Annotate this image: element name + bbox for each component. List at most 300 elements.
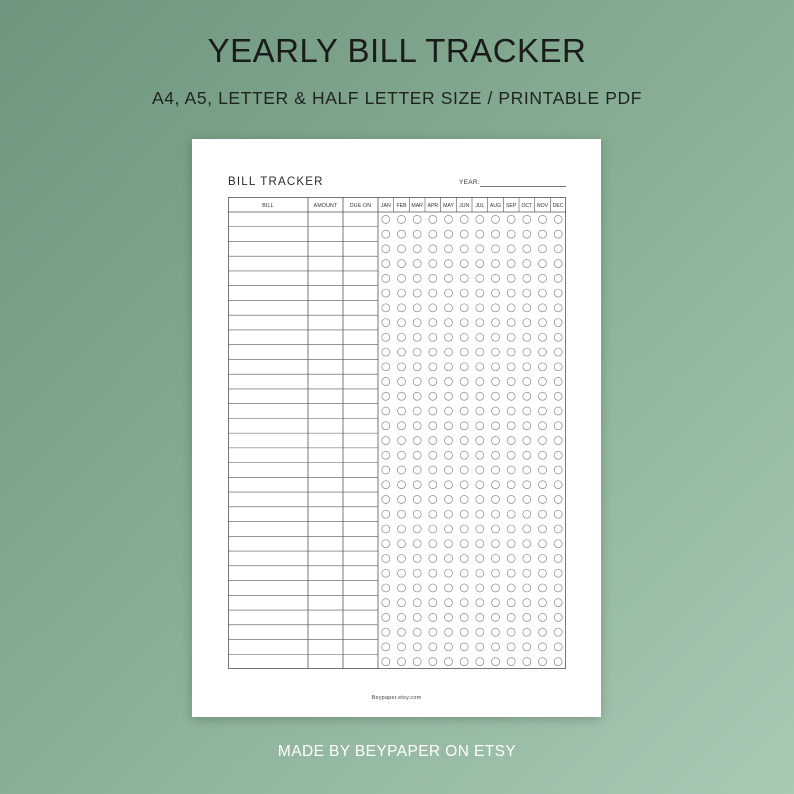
paid-checkbox-circle bbox=[460, 495, 468, 503]
paid-checkbox-circle bbox=[413, 348, 421, 356]
header-amount: AMOUNT bbox=[313, 203, 338, 209]
header-jan: JAN bbox=[380, 203, 391, 209]
paid-checkbox-circle bbox=[539, 304, 547, 312]
paid-checkbox-circle bbox=[445, 392, 453, 400]
paid-checkbox-circle bbox=[476, 495, 484, 503]
paid-checkbox-circle bbox=[507, 407, 515, 415]
paid-checkbox-circle bbox=[476, 333, 484, 341]
sheet-title: BILL TRACKER bbox=[228, 176, 324, 188]
paid-checkbox-circle bbox=[460, 569, 468, 577]
paid-checkbox-circle bbox=[492, 495, 500, 503]
paid-checkbox-circle bbox=[382, 658, 390, 666]
paid-checkbox-circle bbox=[507, 378, 515, 386]
paid-checkbox-circle bbox=[507, 658, 515, 666]
header-dec: DEC bbox=[552, 203, 564, 209]
paid-checkbox-circle bbox=[492, 540, 500, 548]
paid-checkbox-circle bbox=[523, 363, 531, 371]
paid-checkbox-circle bbox=[523, 540, 531, 548]
paid-checkbox-circle bbox=[476, 407, 484, 415]
paid-checkbox-circle bbox=[382, 274, 390, 282]
paid-checkbox-circle bbox=[429, 333, 437, 341]
paid-checkbox-circle bbox=[507, 525, 515, 533]
paid-checkbox-circle bbox=[539, 599, 547, 607]
paid-checkbox-circle bbox=[492, 333, 500, 341]
paid-checkbox-circle bbox=[523, 392, 531, 400]
paid-checkbox-circle bbox=[492, 481, 500, 489]
paid-checkbox-circle bbox=[554, 407, 562, 415]
paid-checkbox-circle bbox=[476, 304, 484, 312]
paid-checkbox-circle bbox=[554, 437, 562, 445]
paid-checkbox-circle bbox=[539, 333, 547, 341]
paid-checkbox-circle bbox=[429, 628, 437, 636]
paid-checkbox-circle bbox=[413, 274, 421, 282]
paid-checkbox-circle bbox=[413, 495, 421, 503]
paid-checkbox-circle bbox=[413, 245, 421, 253]
paid-checkbox-circle bbox=[507, 422, 515, 430]
paid-checkbox-circle bbox=[445, 525, 453, 533]
paid-checkbox-circle bbox=[492, 230, 500, 238]
paid-checkbox-circle bbox=[398, 525, 406, 533]
paid-checkbox-circle bbox=[382, 466, 390, 474]
paid-checkbox-circle bbox=[413, 613, 421, 621]
paid-checkbox-circle bbox=[492, 422, 500, 430]
paid-checkbox-circle bbox=[554, 230, 562, 238]
paid-checkbox-circle bbox=[476, 599, 484, 607]
paid-checkbox-circle bbox=[398, 392, 406, 400]
paid-checkbox-circle bbox=[523, 378, 531, 386]
header-due-on: DUE ON bbox=[349, 203, 372, 209]
paid-checkbox-circle bbox=[539, 407, 547, 415]
paid-checkbox-circle bbox=[382, 495, 390, 503]
paid-checkbox-circle bbox=[398, 245, 406, 253]
paid-checkbox-circle bbox=[413, 392, 421, 400]
paid-checkbox-circle bbox=[445, 628, 453, 636]
paid-checkbox-circle bbox=[398, 378, 406, 386]
paid-checkbox-circle bbox=[476, 215, 484, 223]
paid-checkbox-circle bbox=[429, 437, 437, 445]
paid-checkbox-circle bbox=[413, 333, 421, 341]
paid-checkbox-circle bbox=[445, 569, 453, 577]
header-mar: MAR bbox=[411, 203, 423, 209]
paid-checkbox-circle bbox=[398, 481, 406, 489]
paid-checkbox-circle bbox=[476, 319, 484, 327]
paid-checkbox-circle bbox=[554, 481, 562, 489]
paid-checkbox-circle bbox=[539, 525, 547, 533]
paid-checkbox-circle bbox=[460, 304, 468, 312]
paid-checkbox-circle bbox=[413, 260, 421, 268]
paid-checkbox-circle bbox=[554, 658, 562, 666]
paid-checkbox-circle bbox=[476, 613, 484, 621]
paid-checkbox-circle bbox=[413, 569, 421, 577]
tracker-grid bbox=[228, 197, 566, 669]
paid-checkbox-circle bbox=[523, 569, 531, 577]
paid-checkbox-circle bbox=[492, 245, 500, 253]
paid-checkbox-circle bbox=[413, 422, 421, 430]
paid-checkbox-circle bbox=[429, 215, 437, 223]
paid-checkbox-circle bbox=[492, 584, 500, 592]
paid-checkbox-circle bbox=[445, 643, 453, 651]
paid-checkbox-circle bbox=[382, 319, 390, 327]
paid-checkbox-circle bbox=[492, 289, 500, 297]
paid-checkbox-circle bbox=[429, 554, 437, 562]
paid-checkbox-circle bbox=[429, 245, 437, 253]
paid-checkbox-circle bbox=[539, 451, 547, 459]
paid-checkbox-circle bbox=[445, 407, 453, 415]
paid-checkbox-circle bbox=[445, 613, 453, 621]
paid-checkbox-circle bbox=[539, 392, 547, 400]
paid-checkbox-circle bbox=[476, 658, 484, 666]
paid-checkbox-circle bbox=[429, 658, 437, 666]
paid-checkbox-circle bbox=[413, 215, 421, 223]
paid-checkbox-circle bbox=[523, 274, 531, 282]
paid-checkbox-circle bbox=[523, 289, 531, 297]
header-apr: APR bbox=[427, 203, 439, 209]
paid-checkbox-circle bbox=[492, 451, 500, 459]
banner-subtitle: A4, A5, LETTER & HALF LETTER SIZE / PRINTABLE PDF bbox=[151, 88, 643, 108]
paid-checkbox-circle bbox=[554, 643, 562, 651]
paid-checkbox-circle bbox=[429, 569, 437, 577]
paid-checkbox-circle bbox=[429, 392, 437, 400]
paid-checkbox-circle bbox=[429, 289, 437, 297]
paid-checkbox-circle bbox=[554, 569, 562, 577]
paid-checkbox-circle bbox=[429, 643, 437, 651]
paid-checkbox-circle bbox=[554, 422, 562, 430]
paid-checkbox-circle bbox=[398, 510, 406, 518]
paid-checkbox-circle bbox=[507, 569, 515, 577]
paid-checkbox-circle bbox=[382, 215, 390, 223]
paid-checkbox-circle bbox=[429, 525, 437, 533]
paid-checkbox-circle bbox=[398, 613, 406, 621]
paid-checkbox-circle bbox=[554, 495, 562, 503]
paid-checkbox-circle bbox=[507, 392, 515, 400]
paid-checkbox-circle bbox=[429, 422, 437, 430]
paid-checkbox-circle bbox=[476, 230, 484, 238]
paid-checkbox-circle bbox=[413, 230, 421, 238]
paid-checkbox-circle bbox=[382, 481, 390, 489]
paid-checkbox-circle bbox=[523, 230, 531, 238]
paid-checkbox-circle bbox=[523, 510, 531, 518]
paid-checkbox-circle bbox=[539, 569, 547, 577]
paid-checkbox-circle bbox=[382, 363, 390, 371]
paid-checkbox-circle bbox=[413, 599, 421, 607]
paid-checkbox-circle bbox=[413, 466, 421, 474]
paid-checkbox-circle bbox=[429, 495, 437, 503]
paid-checkbox-circle bbox=[523, 643, 531, 651]
paid-checkbox-circle bbox=[413, 554, 421, 562]
paid-checkbox-circle bbox=[523, 628, 531, 636]
paid-checkbox-circle bbox=[492, 348, 500, 356]
paid-checkbox-circle bbox=[460, 466, 468, 474]
paid-checkbox-circle bbox=[539, 658, 547, 666]
paid-checkbox-circle bbox=[523, 466, 531, 474]
paid-checkbox-circle bbox=[554, 540, 562, 548]
paid-checkbox-circle bbox=[460, 348, 468, 356]
paid-checkbox-circle bbox=[398, 333, 406, 341]
paid-checkbox-circle bbox=[460, 658, 468, 666]
paid-checkbox-circle bbox=[492, 525, 500, 533]
header-nov: NOV bbox=[536, 203, 549, 209]
paid-checkbox-circle bbox=[460, 451, 468, 459]
paid-checkbox-circle bbox=[507, 215, 515, 223]
paid-checkbox-circle bbox=[554, 628, 562, 636]
paid-checkbox-circle bbox=[460, 525, 468, 533]
paid-checkbox-circle bbox=[523, 260, 531, 268]
paid-checkbox-circle bbox=[413, 304, 421, 312]
year-label: YEAR: bbox=[459, 179, 481, 186]
paid-checkbox-circle bbox=[554, 333, 562, 341]
paid-checkbox-circle bbox=[523, 584, 531, 592]
paid-checkbox-circle bbox=[523, 304, 531, 312]
paid-checkbox-circle bbox=[492, 407, 500, 415]
paid-checkbox-circle bbox=[382, 289, 390, 297]
paid-checkbox-circle bbox=[539, 289, 547, 297]
paid-checkbox-circle bbox=[445, 333, 453, 341]
paid-checkbox-circle bbox=[476, 260, 484, 268]
paid-checkbox-circle bbox=[445, 554, 453, 562]
paid-checkbox-circle bbox=[507, 319, 515, 327]
paid-checkbox-circle bbox=[445, 510, 453, 518]
paid-checkbox-circle bbox=[460, 230, 468, 238]
paid-checkbox-circle bbox=[413, 451, 421, 459]
paid-checkbox-circle bbox=[554, 260, 562, 268]
paid-checkbox-circle bbox=[492, 215, 500, 223]
paid-checkbox-circle bbox=[554, 510, 562, 518]
paid-checkbox-circle bbox=[554, 451, 562, 459]
paid-checkbox-circle bbox=[476, 245, 484, 253]
paid-checkbox-circle bbox=[429, 319, 437, 327]
paid-checkbox-circle bbox=[539, 540, 547, 548]
paid-checkbox-circle bbox=[507, 348, 515, 356]
paid-checkbox-circle bbox=[429, 584, 437, 592]
paid-checkbox-circle bbox=[507, 540, 515, 548]
paid-checkbox-circle bbox=[476, 466, 484, 474]
paid-checkbox-circle bbox=[398, 599, 406, 607]
paid-checkbox-circle bbox=[539, 378, 547, 386]
paid-checkbox-circle bbox=[460, 274, 468, 282]
paid-checkbox-circle bbox=[492, 319, 500, 327]
paid-checkbox-circle bbox=[445, 363, 453, 371]
paid-checkbox-circle bbox=[429, 230, 437, 238]
paid-checkbox-circle bbox=[460, 319, 468, 327]
paid-checkbox-circle bbox=[398, 569, 406, 577]
paid-checkbox-circle bbox=[523, 333, 531, 341]
paid-checkbox-circle bbox=[554, 392, 562, 400]
paid-checkbox-circle bbox=[382, 348, 390, 356]
paid-checkbox-circle bbox=[460, 437, 468, 445]
paid-checkbox-circle bbox=[413, 510, 421, 518]
paid-checkbox-circle bbox=[445, 466, 453, 474]
paid-checkbox-circle bbox=[523, 525, 531, 533]
paid-checkbox-circle bbox=[460, 628, 468, 636]
paid-checkbox-circle bbox=[382, 230, 390, 238]
paid-checkbox-circle bbox=[554, 554, 562, 562]
paid-checkbox-circle bbox=[460, 540, 468, 548]
paid-checkbox-circle bbox=[398, 495, 406, 503]
paid-checkbox-circle bbox=[460, 245, 468, 253]
paid-checkbox-circle bbox=[523, 437, 531, 445]
paid-checkbox-circle bbox=[382, 407, 390, 415]
paid-checkbox-circle bbox=[492, 378, 500, 386]
paid-checkbox-circle bbox=[445, 378, 453, 386]
paid-checkbox-circle bbox=[398, 554, 406, 562]
paid-checkbox-circle bbox=[507, 304, 515, 312]
paid-checkbox-circle bbox=[554, 466, 562, 474]
paid-checkbox-circle bbox=[554, 363, 562, 371]
paid-checkbox-circle bbox=[507, 510, 515, 518]
paid-checkbox-circle bbox=[492, 569, 500, 577]
header-feb: FEB bbox=[396, 203, 407, 209]
paid-checkbox-circle bbox=[523, 451, 531, 459]
paid-checkbox-circle bbox=[445, 304, 453, 312]
paid-checkbox-circle bbox=[507, 599, 515, 607]
paid-checkbox-circle bbox=[539, 274, 547, 282]
paid-checkbox-circle bbox=[413, 378, 421, 386]
paid-checkbox-circle bbox=[507, 628, 515, 636]
paid-checkbox-circle bbox=[507, 613, 515, 621]
paid-checkbox-circle bbox=[523, 554, 531, 562]
paid-checkbox-circle bbox=[554, 215, 562, 223]
paid-checkbox-circle bbox=[539, 584, 547, 592]
header-aug: AUG bbox=[489, 203, 502, 209]
paid-checkbox-circle bbox=[492, 260, 500, 268]
paid-checkbox-circle bbox=[413, 289, 421, 297]
paid-checkbox-circle bbox=[554, 289, 562, 297]
paid-checkbox-circle bbox=[445, 437, 453, 445]
paid-checkbox-circle bbox=[382, 554, 390, 562]
paid-checkbox-circle bbox=[413, 481, 421, 489]
paid-checkbox-circle bbox=[523, 319, 531, 327]
paid-checkbox-circle bbox=[398, 451, 406, 459]
paid-checkbox-circle bbox=[429, 481, 437, 489]
paid-checkbox-circle bbox=[413, 363, 421, 371]
paid-checkbox-circle bbox=[554, 245, 562, 253]
paid-checkbox-circle bbox=[382, 584, 390, 592]
paid-checkbox-circle bbox=[507, 230, 515, 238]
paid-checkbox-circle bbox=[429, 613, 437, 621]
paid-checkbox-circle bbox=[523, 422, 531, 430]
paid-checkbox-circle bbox=[554, 599, 562, 607]
paid-checkbox-circle bbox=[460, 407, 468, 415]
paid-checkbox-circle bbox=[507, 274, 515, 282]
paid-checkbox-circle bbox=[507, 289, 515, 297]
paid-checkbox-circle bbox=[460, 481, 468, 489]
paid-checkbox-circle bbox=[445, 260, 453, 268]
paid-checkbox-circle bbox=[429, 348, 437, 356]
paid-checkbox-circle bbox=[554, 304, 562, 312]
paid-checkbox-circle bbox=[429, 260, 437, 268]
paid-checkbox-circle bbox=[476, 422, 484, 430]
paid-checkbox-circle bbox=[507, 363, 515, 371]
paid-checkbox-circle bbox=[460, 613, 468, 621]
paid-checkbox-circle bbox=[445, 348, 453, 356]
paid-checkbox-circle bbox=[445, 481, 453, 489]
paid-checkbox-circle bbox=[460, 643, 468, 651]
paid-checkbox-circle bbox=[398, 584, 406, 592]
paid-checkbox-circle bbox=[413, 628, 421, 636]
paid-checkbox-circle bbox=[429, 378, 437, 386]
paid-checkbox-circle bbox=[492, 643, 500, 651]
paid-checkbox-circle bbox=[429, 540, 437, 548]
paid-checkbox-circle bbox=[398, 643, 406, 651]
paid-checkbox-circle bbox=[460, 392, 468, 400]
paid-checkbox-circle bbox=[476, 643, 484, 651]
header-bill: BILL bbox=[262, 203, 274, 209]
paid-checkbox-circle bbox=[413, 407, 421, 415]
paid-checkbox-circle bbox=[554, 319, 562, 327]
paid-checkbox-circle bbox=[398, 348, 406, 356]
paid-checkbox-circle bbox=[507, 495, 515, 503]
paid-checkbox-circle bbox=[413, 584, 421, 592]
paid-checkbox-circle bbox=[398, 437, 406, 445]
paid-checkbox-circle bbox=[523, 495, 531, 503]
paid-checkbox-circle bbox=[492, 304, 500, 312]
paid-checkbox-circle bbox=[476, 437, 484, 445]
paid-checkbox-circle bbox=[492, 274, 500, 282]
paid-checkbox-circle bbox=[539, 245, 547, 253]
paid-checkbox-circle bbox=[445, 451, 453, 459]
paid-checkbox-circle bbox=[539, 348, 547, 356]
paid-checkbox-circle bbox=[554, 274, 562, 282]
paid-checkbox-circle bbox=[460, 584, 468, 592]
paid-checkbox-circle bbox=[429, 451, 437, 459]
paid-checkbox-circle bbox=[382, 569, 390, 577]
paid-checkbox-circle bbox=[492, 437, 500, 445]
paid-checkbox-circle bbox=[382, 613, 390, 621]
paid-checkbox-circle bbox=[398, 274, 406, 282]
paid-checkbox-circle bbox=[476, 540, 484, 548]
banner-title: YEARLY BILL TRACKER bbox=[207, 32, 587, 69]
paid-checkbox-circle bbox=[398, 304, 406, 312]
paid-checkbox-circle bbox=[382, 437, 390, 445]
paid-checkbox-circle bbox=[523, 658, 531, 666]
paid-checkbox-circle bbox=[445, 584, 453, 592]
paid-checkbox-circle bbox=[382, 643, 390, 651]
paid-checkbox-circle bbox=[492, 613, 500, 621]
paid-checkbox-circle bbox=[398, 407, 406, 415]
paid-checkbox-circle bbox=[523, 245, 531, 253]
paid-checkbox-circle bbox=[539, 230, 547, 238]
header-jun: JUN bbox=[459, 203, 470, 209]
paid-checkbox-circle bbox=[507, 245, 515, 253]
paid-checkbox-circle bbox=[398, 540, 406, 548]
paid-checkbox-circle bbox=[507, 554, 515, 562]
paid-checkbox-circle bbox=[445, 599, 453, 607]
paid-checkbox-circle bbox=[539, 422, 547, 430]
paid-checkbox-circle bbox=[398, 215, 406, 223]
paid-checkbox-circle bbox=[382, 304, 390, 312]
paid-checkbox-circle bbox=[554, 525, 562, 533]
paid-checkbox-circle bbox=[460, 289, 468, 297]
paid-checkbox-circle bbox=[429, 304, 437, 312]
paid-checkbox-circle bbox=[492, 599, 500, 607]
paid-checkbox-circle bbox=[539, 215, 547, 223]
paid-checkbox-circle bbox=[507, 466, 515, 474]
paid-checkbox-circle bbox=[398, 289, 406, 297]
paid-checkbox-circle bbox=[476, 451, 484, 459]
paid-checkbox-circle bbox=[507, 260, 515, 268]
paid-checkbox-circle bbox=[382, 525, 390, 533]
paid-checkbox-circle bbox=[460, 215, 468, 223]
bill-tracker-table bbox=[228, 197, 566, 669]
paid-checkbox-circle bbox=[492, 628, 500, 636]
paid-checkbox-circle bbox=[523, 348, 531, 356]
paid-checkbox-circle bbox=[445, 495, 453, 503]
paid-checkbox-circle bbox=[382, 628, 390, 636]
paid-checkbox-circle bbox=[413, 437, 421, 445]
header-may: MAY bbox=[443, 203, 454, 209]
paid-checkbox-circle bbox=[492, 363, 500, 371]
paid-checkbox-circle bbox=[476, 525, 484, 533]
